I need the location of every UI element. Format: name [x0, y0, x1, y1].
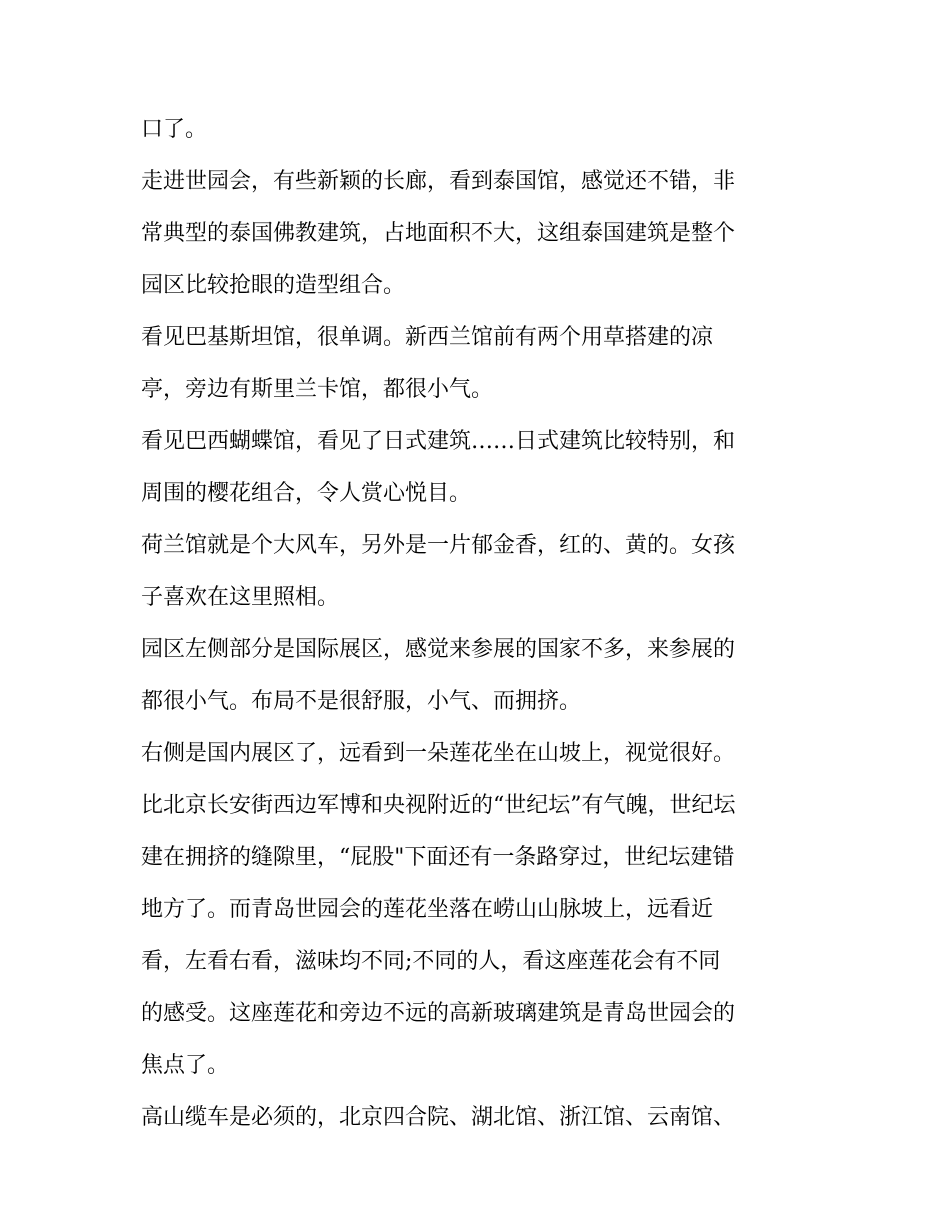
paragraph — [141, 732, 821, 1096]
paragraph — [141, 420, 821, 524]
paragraph — [141, 160, 821, 316]
text-line: 口了。 — [141, 117, 208, 142]
text-line: 荷兰馆就是个大风车，另外是一片郁金香，红的、黄的。女孩 — [141, 533, 736, 558]
text-line: 园区左侧部分是国际展区，感觉来参展的国家不多，来参展的 — [141, 637, 736, 662]
text-line: 右侧是国内展区了，远看到一朵莲花坐在山坡上，视觉很好。 — [141, 741, 736, 766]
text-line: 园区比较抢眼的造型组合。 — [141, 273, 406, 298]
text-line: 周围的樱花组合，令人赏心悦目。 — [141, 481, 472, 506]
text-line: 比北京长安街西边军博和央视附近的“世纪坛”有气魄，世纪坛 — [141, 793, 736, 818]
text-line: 走进世园会，有些新颖的长廊，看到泰国馆，感觉还不错，非 — [141, 169, 736, 194]
paragraph — [141, 1096, 821, 1148]
text-line: 常典型的泰国佛教建筑，占地面积不大，这组泰国建筑是整个 — [141, 221, 736, 246]
text-line: 都很小气。布局不是很舒服，小气、而拥挤。 — [141, 689, 582, 714]
document-body — [141, 108, 821, 1148]
text-line: 的感受。这座莲花和旁边不远的高新玻璃建筑是青岛世园会的 — [141, 1001, 736, 1026]
paragraph — [141, 108, 821, 160]
text-line: 焦点了。 — [141, 1053, 230, 1078]
text-line: 高山缆车是必须的，北京四合院、湖北馆、浙江馆、云南馆、 — [141, 1105, 736, 1130]
text-line: 看见巴基斯坦馆，很单调。新西兰馆前有两个用草搭建的凉 — [141, 325, 714, 350]
paragraph — [141, 316, 821, 420]
text-line: 看，左看右看，滋味均不同;不同的人，看这座莲花会有不同 — [141, 949, 721, 974]
text-line: 看见巴西蝴蝶馆，看见了日式建筑……日式建筑比较特别，和 — [141, 429, 736, 454]
paragraph — [141, 524, 821, 628]
text-line: 亭，旁边有斯里兰卡馆，都很小气。 — [141, 377, 494, 402]
text-line: 地方了。而青岛世园会的莲花坐落在崂山山脉坡上，远看近 — [141, 897, 714, 922]
text-line: 子喜欢在这里照相。 — [141, 585, 340, 610]
text-line: 建在拥挤的缝隙里，“屁股"下面还有一条路穿过，世纪坛建错 — [141, 845, 735, 870]
paragraph — [141, 628, 821, 732]
